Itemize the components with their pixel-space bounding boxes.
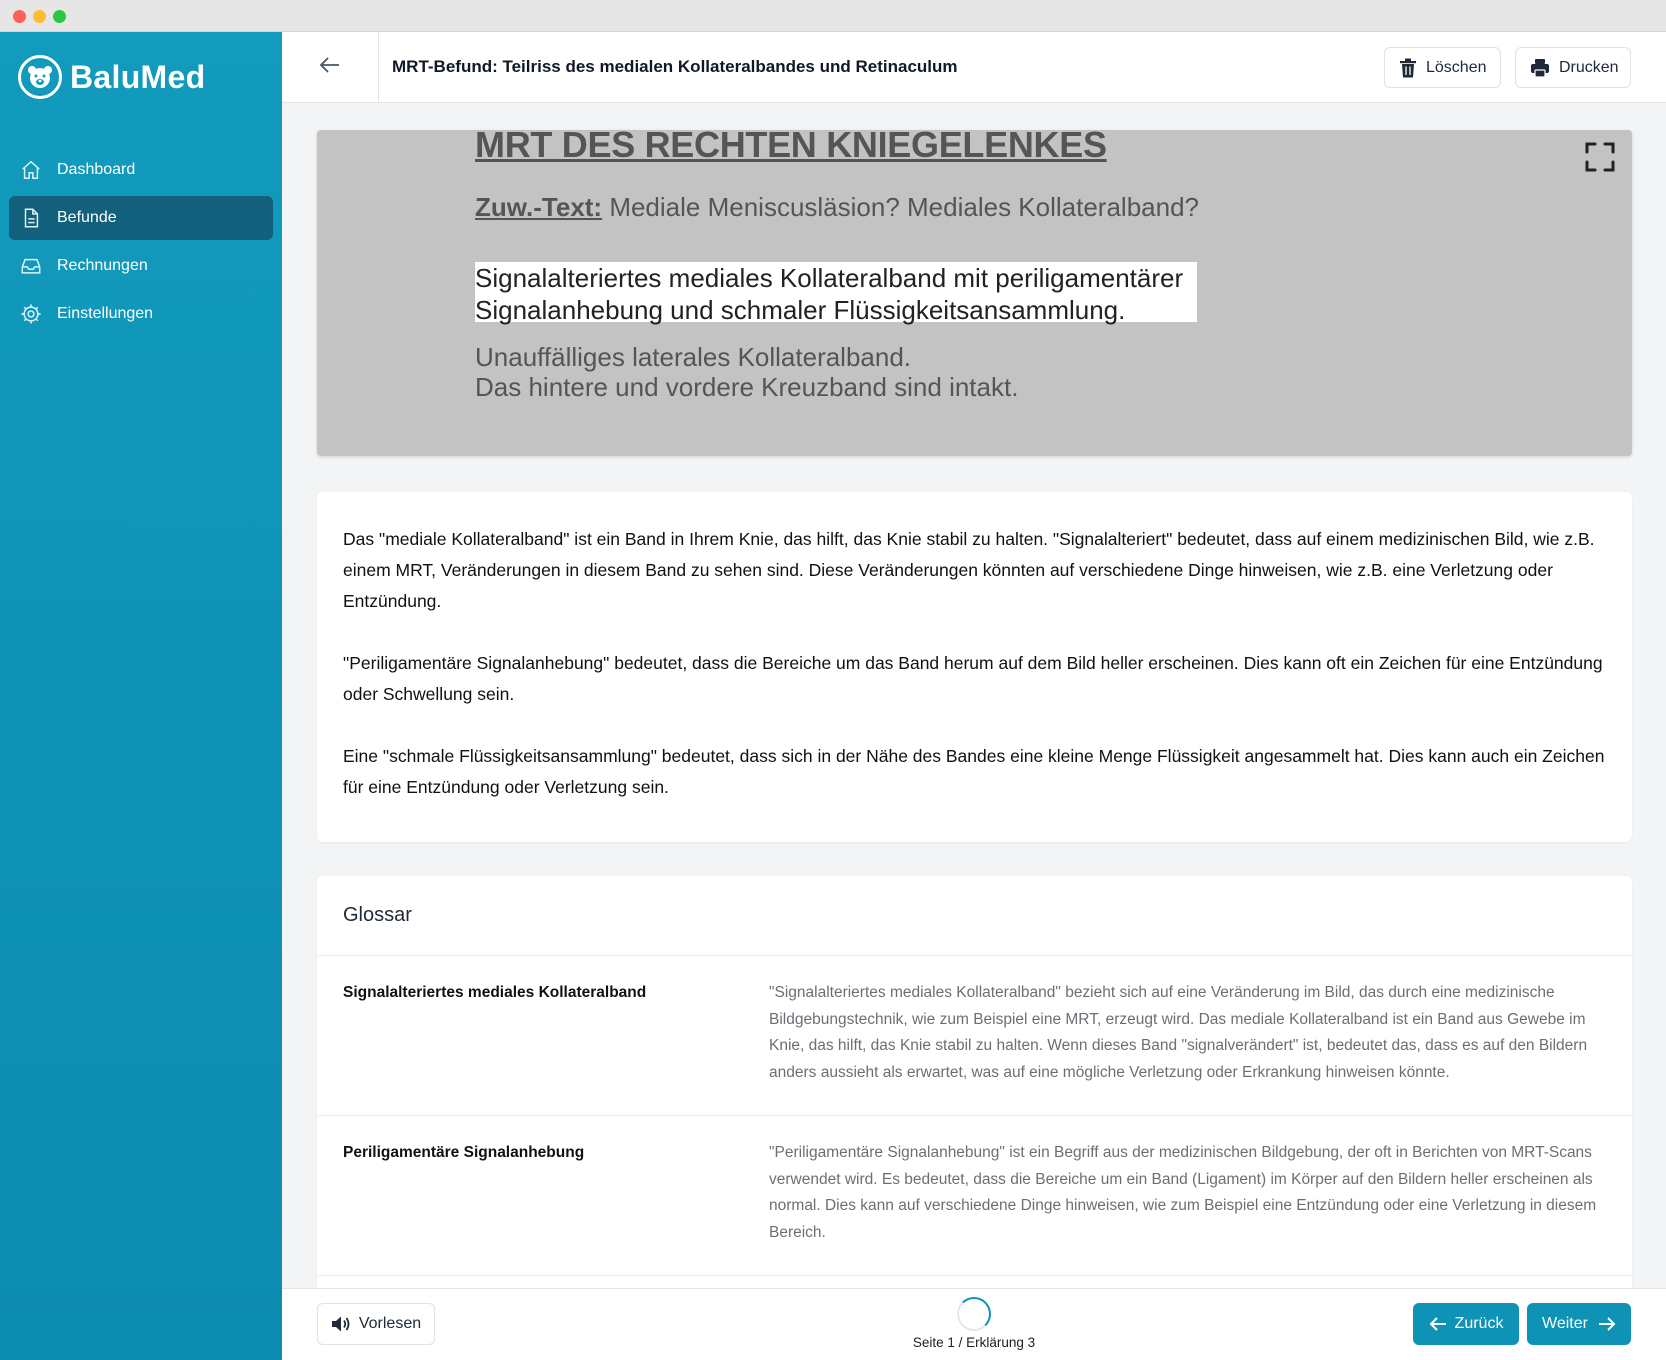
arrow-left-icon: [318, 53, 342, 82]
fullscreen-button[interactable]: [1579, 138, 1621, 180]
window-close-button[interactable]: [13, 10, 26, 23]
sidebar-item-einstellungen[interactable]: [9, 292, 273, 336]
sidebar-item-label: Einstellungen: [57, 305, 154, 322]
scan-preview[interactable]: [317, 130, 1632, 456]
page-title: MRT-Befund: Teilriss des medialen Kollateralbandes und Retinaculum: [392, 57, 958, 76]
trash-icon: [1399, 58, 1417, 78]
bear-icon: [18, 55, 62, 99]
delete-button[interactable]: [1384, 47, 1501, 88]
next-label: Weiter: [1542, 1315, 1588, 1332]
scan-highlight-line: Signalalteriertes mediales Kollateralband mit periligamentärer: [475, 263, 1184, 293]
sidebar-item-label: Rechnungen: [57, 257, 148, 274]
sidebar: [0, 32, 282, 1360]
loading-spinner-icon: [957, 1297, 991, 1331]
glossary-definition: "Periligamentäre Signalanhebung" ist ein Begriff aus der medizinischen Bildgebung, der oft in Berichten von MRT-Scans verwendet wird. Es bedeutet, dass die Bereiche um ein Band (Ligament) im Körper auf den Bildern heller erscheinen als normal. Dies kann auf verschiedene Dinge hinweisen, wie zum Beispiel eine Entzündung oder eine Verletzung in diesem Bereich.: [769, 1144, 1597, 1241]
back-button[interactable]: [282, 32, 379, 102]
print-label: Drucken: [1559, 58, 1619, 76]
sidebar-item-label: Befunde: [57, 209, 117, 226]
sidebar-item-rechnungen[interactable]: [9, 244, 273, 288]
explanation-paragraph: Eine "schmale Flüssigkeitsansammlung" bedeutet, dass sich in der Nähe des Bandes eine kleine Menge Flüssigkeit angesammelt hat. Dies kann auch ein Zeichen für eine Entzündung oder Verletzung sein.: [343, 746, 1605, 797]
previous-label: Zurück: [1454, 1315, 1504, 1332]
window-zoom-button[interactable]: [53, 10, 66, 23]
gear-icon: [19, 302, 43, 326]
sidebar-item-befunde[interactable]: [9, 196, 273, 240]
glossary-title: Glossar: [317, 876, 1632, 956]
brand-logo[interactable]: [18, 54, 205, 100]
printer-icon: [1530, 58, 1550, 78]
print-button[interactable]: [1515, 47, 1631, 88]
scan-highlighted-finding[interactable]: [475, 262, 1197, 325]
glossary-card: [317, 876, 1632, 1296]
glossary-term: Signalalteriertes mediales Kollateralband: [343, 984, 647, 1001]
arrow-right-icon: [1598, 1316, 1616, 1332]
glossary-row: [317, 956, 1632, 1116]
sidebar-item-label: Dashboard: [57, 161, 136, 178]
read-aloud-label: Vorlesen: [358, 1315, 422, 1332]
scan-referral-line: [475, 192, 1199, 223]
explanation-card: [317, 492, 1632, 842]
page-indicator: Seite 1 / Erklärung 3: [912, 1335, 1036, 1350]
scan-highlight-line: Signalanhebung und schmaler Flüssigkeitsansammlung.: [475, 295, 1126, 325]
bottom-bar: [282, 1288, 1666, 1360]
home-icon: [19, 158, 43, 182]
glossary-row: [317, 1116, 1632, 1276]
scan-referral-label: Zuw.-Text:: [475, 192, 603, 222]
scan-finding-line: Das hintere und vordere Kreuzband sind intakt.: [475, 372, 1019, 402]
sidebar-nav: [9, 148, 273, 340]
glossary-term: Periligamentäre Signalanhebung: [343, 1144, 585, 1161]
window-titlebar: [0, 0, 1666, 32]
expand-icon: [1584, 141, 1616, 178]
arrow-left-icon: [1429, 1316, 1447, 1332]
scan-finding-line: Unauffälliges laterales Kollateralband.: [475, 342, 912, 372]
speaker-icon: [331, 1315, 351, 1333]
document-icon: [19, 206, 43, 230]
next-button[interactable]: [1527, 1303, 1631, 1345]
explanation-paragraph: Das "mediale Kollateralband" ist ein Band in Ihrem Knie, das hilft, das Knie stabil zu halten. "Signalalteriert" bedeutet, dass auf einem medizinischen Bild, wie z.B. einem MRT, Veränderungen in diesem Band zu sehen sind. Diese Veränderungen könnten auf verschiedene Dinge hinweisen, wie z.B. eine Verletzung oder Entzündung.: [343, 529, 1595, 611]
read-aloud-button[interactable]: [317, 1303, 435, 1345]
delete-label: Löschen: [1426, 58, 1487, 76]
sidebar-item-dashboard[interactable]: [9, 148, 273, 192]
glossary-definition: "Signalalteriertes mediales Kollateralband" bezieht sich auf eine Veränderung im Bild, das durch eine medizinische Bildgebungstechnik, wie zum Beispiel eine MRT, erzeugt wird. Das mediale Kollateralband ist ein Band aus Gewebe im Knie, das hilft, das Knie stabil zu halten. Wenn dieses Band "signalverändert" ist, bedeutet das, dass es auf den Bildern anders aussieht als erwartet, was auf eine mögliche Verletzung oder Erkrankung hinweisen könnte.: [769, 984, 1588, 1081]
brand-name: BaluMed: [70, 58, 206, 95]
scan-heading: MRT DES RECHTEN KNIEGELENKES: [475, 130, 1107, 165]
top-bar: [282, 32, 1666, 103]
explanation-paragraph: "Periligamentäre Signalanhebung" bedeutet, dass die Bereiche um das Band herum auf dem Bild heller erscheinen. Dies kann oft ein Zeichen für eine Entzündung oder Schwellung sein.: [343, 653, 1603, 704]
window-minimize-button[interactable]: [33, 10, 46, 23]
inbox-icon: [19, 254, 43, 278]
previous-button[interactable]: [1413, 1303, 1519, 1345]
scan-referral-text: Mediale Meniscusläsion? Mediales Kollateralband?: [602, 192, 1199, 222]
main-content: [282, 32, 1666, 1360]
